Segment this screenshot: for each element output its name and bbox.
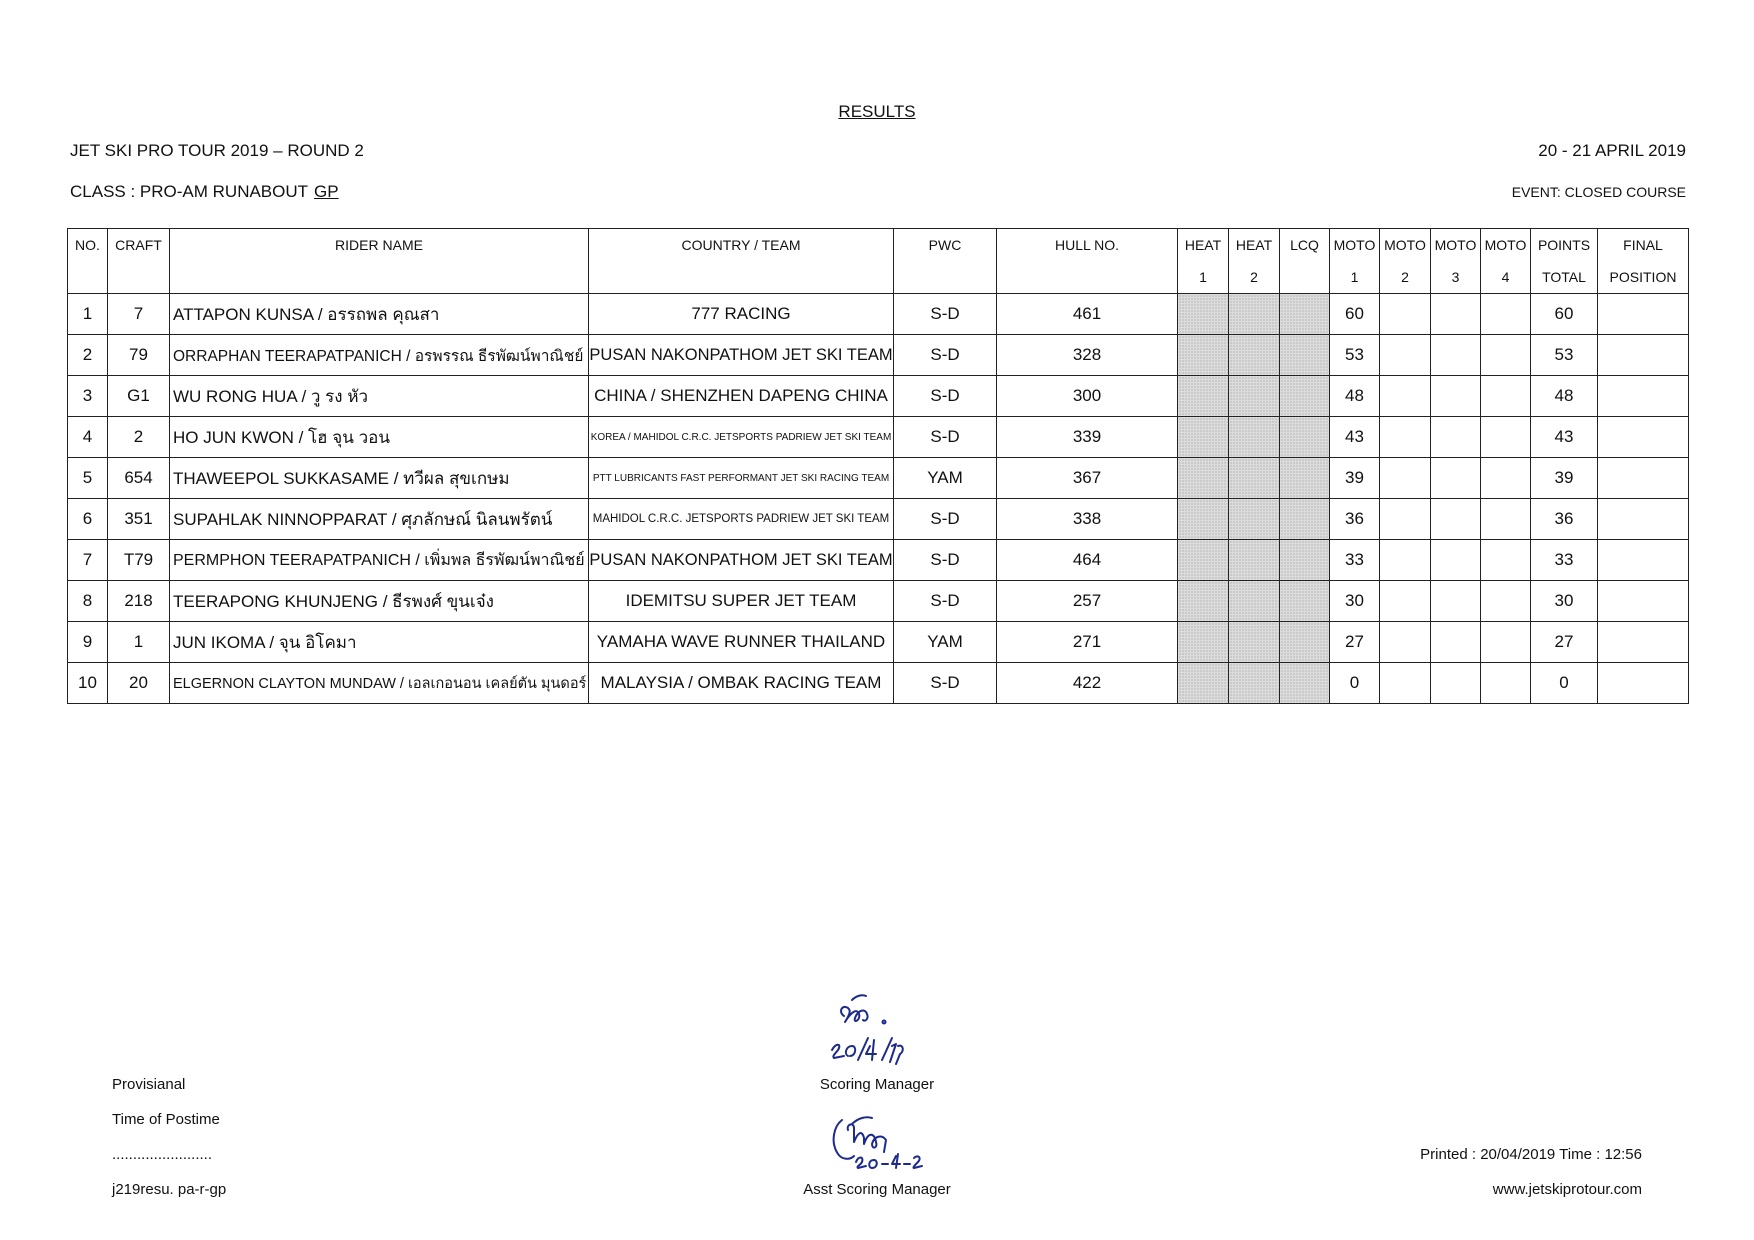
cell-pwc: S-D <box>894 417 997 458</box>
table-row <box>68 335 1689 376</box>
col-moto-3 <box>1431 229 1481 294</box>
cell-rider-name: HO JUN KWON / โฮ จุน วอน <box>170 417 589 458</box>
col-heat-1-bottom: 1 <box>1199 269 1207 285</box>
cell-hull-no: 338 <box>997 499 1178 540</box>
cell-country-team: MAHIDOL C.R.C. JETSPORTS PADRIEW JET SKI TEAM <box>589 499 894 540</box>
col-final-top: FINAL <box>1623 237 1663 253</box>
cell-rider-name: PERMPHON TEERAPATPANICH / เพิ่มพล ธีรพัฒน์พาณิชย์ <box>170 540 589 581</box>
event-date: 20 - 21 APRIL 2019 <box>1538 141 1686 160</box>
cell-pwc: S-D <box>894 335 997 376</box>
cell-moto-3 <box>1431 335 1481 376</box>
cell-lcq <box>1280 622 1330 663</box>
col-moto-4-top: MOTO <box>1484 237 1527 253</box>
table-row <box>68 540 1689 581</box>
cell-heat-1 <box>1178 499 1229 540</box>
time-of-postime-label: Time of Postime <box>112 1111 220 1128</box>
cell-country-team: PUSAN NAKONPATHOM JET SKI TEAM <box>589 335 894 376</box>
cell-no: 8 <box>68 581 108 622</box>
table-row <box>68 663 1689 704</box>
cell-moto-2 <box>1380 335 1431 376</box>
cell-rider-name: WU RONG HUA / วู รง หัว <box>170 376 589 417</box>
cell-points-total: 36 <box>1531 499 1598 540</box>
cell-no: 1 <box>68 294 108 335</box>
cell-heat-2 <box>1229 335 1280 376</box>
col-craft: CRAFT <box>108 229 170 294</box>
cell-moto-3 <box>1431 417 1481 458</box>
cell-final-position <box>1598 417 1689 458</box>
asst-scoring-manager-signature <box>822 1110 932 1180</box>
cell-pwc: S-D <box>894 663 997 704</box>
cell-final-position <box>1598 581 1689 622</box>
cell-moto-2 <box>1380 540 1431 581</box>
col-final-position <box>1598 229 1689 294</box>
col-pwc: PWC <box>894 229 997 294</box>
cell-moto-2 <box>1380 458 1431 499</box>
cell-craft: 351 <box>108 499 170 540</box>
cell-points-total: 27 <box>1531 622 1598 663</box>
col-lcq: LCQ <box>1280 229 1330 294</box>
table-row <box>68 417 1689 458</box>
cell-points-total: 48 <box>1531 376 1598 417</box>
cell-pwc: S-D <box>894 581 997 622</box>
cell-heat-1 <box>1178 417 1229 458</box>
cell-moto-1: 39 <box>1330 458 1380 499</box>
cell-heat-1 <box>1178 540 1229 581</box>
col-heat-1 <box>1178 229 1229 294</box>
col-no: NO. <box>68 229 108 294</box>
cell-heat-1 <box>1178 335 1229 376</box>
col-heat-2-top: HEAT <box>1235 237 1273 253</box>
cell-final-position <box>1598 622 1689 663</box>
class-label: CLASS : PRO-AM RUNABOUT <box>70 182 309 201</box>
cell-moto-4 <box>1481 417 1531 458</box>
cell-hull-no: 328 <box>997 335 1178 376</box>
col-moto-2-top: MOTO <box>1384 237 1426 253</box>
cell-lcq <box>1280 376 1330 417</box>
cell-moto-1: 53 <box>1330 335 1380 376</box>
cell-no: 5 <box>68 458 108 499</box>
table-row <box>68 376 1689 417</box>
cell-country-team: 777 RACING <box>589 294 894 335</box>
cell-craft: 2 <box>108 417 170 458</box>
cell-rider-name: TEERAPONG KHUNJENG / ธีรพงศ์ ขุนเจ๋ง <box>170 581 589 622</box>
cell-rider-name: THAWEEPOL SUKKASAME / ทวีผล สุขเกษม <box>170 458 589 499</box>
cell-final-position <box>1598 294 1689 335</box>
col-moto-1-top: MOTO <box>1333 237 1376 253</box>
cell-craft: 654 <box>108 458 170 499</box>
cell-heat-2 <box>1229 458 1280 499</box>
cell-lcq <box>1280 540 1330 581</box>
cell-points-total: 30 <box>1531 581 1598 622</box>
scoring-manager-label: Scoring Manager <box>819 1076 935 1093</box>
cell-moto-2 <box>1380 294 1431 335</box>
cell-heat-2 <box>1229 376 1280 417</box>
cell-heat-2 <box>1229 417 1280 458</box>
cell-lcq <box>1280 294 1330 335</box>
cell-lcq <box>1280 499 1330 540</box>
cell-craft: G1 <box>108 376 170 417</box>
event-name: JET SKI PRO TOUR 2019 – ROUND 2 <box>70 141 364 160</box>
cell-no: 10 <box>68 663 108 704</box>
cell-moto-3 <box>1431 294 1481 335</box>
cell-heat-2 <box>1229 663 1280 704</box>
col-points-total <box>1531 229 1598 294</box>
cell-heat-2 <box>1229 581 1280 622</box>
cell-moto-2 <box>1380 499 1431 540</box>
provisional-label: Provisianal <box>112 1076 186 1093</box>
cell-moto-4 <box>1481 622 1531 663</box>
cell-country-team: PUSAN NAKONPATHOM JET SKI TEAM <box>589 540 894 581</box>
cell-moto-2 <box>1380 376 1431 417</box>
asst-scoring-manager-label: Asst Scoring Manager <box>803 1181 951 1198</box>
cell-moto-4 <box>1481 540 1531 581</box>
cell-no: 6 <box>68 499 108 540</box>
cell-moto-4 <box>1481 663 1531 704</box>
table-row <box>68 581 1689 622</box>
printed-timestamp: Printed : 20/04/2019 Time : 12:56 <box>1420 1146 1642 1163</box>
table-row <box>68 499 1689 540</box>
cell-moto-2 <box>1380 581 1431 622</box>
cell-moto-3 <box>1431 376 1481 417</box>
cell-lcq <box>1280 663 1330 704</box>
cell-moto-3 <box>1431 540 1481 581</box>
cell-craft: 79 <box>108 335 170 376</box>
cell-craft: T79 <box>108 540 170 581</box>
cell-moto-3 <box>1431 663 1481 704</box>
cell-moto-1: 43 <box>1330 417 1380 458</box>
cell-hull-no: 300 <box>997 376 1178 417</box>
col-moto-1-bottom: 1 <box>1350 269 1359 285</box>
cell-moto-1: 30 <box>1330 581 1380 622</box>
cell-heat-1 <box>1178 376 1229 417</box>
table-row <box>68 294 1689 335</box>
cell-final-position <box>1598 335 1689 376</box>
col-moto-2-bottom: 2 <box>1401 269 1409 285</box>
cell-country-team: KOREA / MAHIDOL C.R.C. JETSPORTS PADRIEW JET SKI TEAM <box>589 417 894 458</box>
cell-pwc: S-D <box>894 376 997 417</box>
table-row <box>68 622 1689 663</box>
cell-points-total: 43 <box>1531 417 1598 458</box>
cell-rider-name: ELGERNON CLAYTON MUNDAW / เอลเกอนอน เคลย์ตัน มุนดอร์ <box>170 663 589 704</box>
results-table <box>67 228 1689 704</box>
cell-rider-name: ORRAPHAN TEERAPATPANICH / อรพรรณ ธีรพัฒน์พาณิชย์ <box>170 335 589 376</box>
col-moto-4 <box>1481 229 1531 294</box>
cell-moto-3 <box>1431 622 1481 663</box>
class-value: GP <box>314 182 339 201</box>
event-type: EVENT: CLOSED COURSE <box>1511 184 1686 200</box>
website-link[interactable]: www.jetskiprotour.com <box>1492 1181 1642 1198</box>
cell-country-team: MALAYSIA / OMBAK RACING TEAM <box>589 663 894 704</box>
cell-moto-1: 33 <box>1330 540 1380 581</box>
cell-moto-1: 48 <box>1330 376 1380 417</box>
cell-hull-no: 422 <box>997 663 1178 704</box>
page-title: RESULTS <box>838 102 916 121</box>
cell-no: 4 <box>68 417 108 458</box>
cell-points-total: 33 <box>1531 540 1598 581</box>
col-points-bottom: TOTAL <box>1542 269 1586 285</box>
cell-moto-2 <box>1380 417 1431 458</box>
cell-moto-1: 36 <box>1330 499 1380 540</box>
scoring-manager-signature <box>822 982 932 1072</box>
col-country-team: COUNTRY / TEAM <box>589 229 894 294</box>
cell-moto-4 <box>1481 458 1531 499</box>
cell-craft: 1 <box>108 622 170 663</box>
cell-country-team: YAMAHA WAVE RUNNER THAILAND <box>589 622 894 663</box>
cell-final-position <box>1598 376 1689 417</box>
dots-line: ........................ <box>112 1146 213 1163</box>
cell-hull-no: 461 <box>997 294 1178 335</box>
cell-moto-4 <box>1481 294 1531 335</box>
cell-heat-2 <box>1229 622 1280 663</box>
cell-heat-1 <box>1178 458 1229 499</box>
cell-moto-4 <box>1481 376 1531 417</box>
cell-lcq <box>1280 335 1330 376</box>
cell-pwc: S-D <box>894 540 997 581</box>
cell-hull-no: 464 <box>997 540 1178 581</box>
cell-heat-1 <box>1178 663 1229 704</box>
cell-heat-1 <box>1178 294 1229 335</box>
header-row <box>68 229 1689 294</box>
cell-lcq <box>1280 581 1330 622</box>
cell-hull-no: 367 <box>997 458 1178 499</box>
cell-moto-2 <box>1380 663 1431 704</box>
table-row <box>68 458 1689 499</box>
col-rider-name: RIDER NAME <box>170 229 589 294</box>
col-heat-2-bottom: 2 <box>1250 269 1258 285</box>
col-points-top: POINTS <box>1537 237 1591 253</box>
cell-moto-4 <box>1481 499 1531 540</box>
cell-no: 2 <box>68 335 108 376</box>
cell-final-position <box>1598 663 1689 704</box>
cell-rider-name: ATTAPON KUNSA / อรรถพล คุณสา <box>170 294 589 335</box>
cell-country-team: PTT LUBRICANTS FAST PERFORMANT JET SKI RACING TEAM <box>589 458 894 499</box>
cell-final-position <box>1598 458 1689 499</box>
cell-heat-1 <box>1178 581 1229 622</box>
col-moto-4-bottom: 4 <box>1501 269 1510 285</box>
cell-final-position <box>1598 540 1689 581</box>
cell-moto-1: 0 <box>1330 663 1380 704</box>
file-code: j219resu. pa-r-gp <box>112 1181 227 1198</box>
cell-no: 3 <box>68 376 108 417</box>
cell-moto-3 <box>1431 458 1481 499</box>
col-final-bottom: POSITION <box>1609 269 1677 285</box>
cell-heat-2 <box>1229 499 1280 540</box>
cell-no: 9 <box>68 622 108 663</box>
cell-hull-no: 271 <box>997 622 1178 663</box>
cell-hull-no: 257 <box>997 581 1178 622</box>
col-moto-1 <box>1330 229 1380 294</box>
cell-pwc: YAM <box>894 458 997 499</box>
cell-country-team: CHINA / SHENZHEN DAPENG CHINA <box>589 376 894 417</box>
cell-craft: 218 <box>108 581 170 622</box>
col-heat-2 <box>1229 229 1280 294</box>
col-hull-no: HULL NO. <box>997 229 1178 294</box>
cell-points-total: 60 <box>1531 294 1598 335</box>
cell-points-total: 0 <box>1531 663 1598 704</box>
col-moto-3-top: MOTO <box>1434 237 1477 253</box>
cell-heat-2 <box>1229 540 1280 581</box>
col-heat-1-top: HEAT <box>1184 237 1222 253</box>
cell-hull-no: 339 <box>997 417 1178 458</box>
cell-rider-name: SUPAHLAK NINNOPPARAT / ศุภลักษณ์ นิลนพรัตน์ <box>170 499 589 540</box>
cell-country-team: IDEMITSU SUPER JET TEAM <box>589 581 894 622</box>
cell-heat-2 <box>1229 294 1280 335</box>
cell-final-position <box>1598 499 1689 540</box>
cell-lcq <box>1280 417 1330 458</box>
cell-pwc: S-D <box>894 499 997 540</box>
cell-moto-3 <box>1431 581 1481 622</box>
cell-moto-2 <box>1380 622 1431 663</box>
cell-pwc: S-D <box>894 294 997 335</box>
cell-lcq <box>1280 458 1330 499</box>
cell-heat-1 <box>1178 622 1229 663</box>
col-moto-2 <box>1380 229 1431 294</box>
cell-rider-name: JUN IKOMA / จุน อิโคมา <box>170 622 589 663</box>
col-moto-3-bottom: 3 <box>1451 269 1460 285</box>
cell-pwc: YAM <box>894 622 997 663</box>
cell-moto-4 <box>1481 581 1531 622</box>
cell-moto-1: 60 <box>1330 294 1380 335</box>
cell-moto-3 <box>1431 499 1481 540</box>
cell-moto-1: 27 <box>1330 622 1380 663</box>
cell-points-total: 53 <box>1531 335 1598 376</box>
cell-moto-4 <box>1481 335 1531 376</box>
cell-craft: 20 <box>108 663 170 704</box>
cell-no: 7 <box>68 540 108 581</box>
cell-craft: 7 <box>108 294 170 335</box>
cell-points-total: 39 <box>1531 458 1598 499</box>
class-line <box>70 182 339 202</box>
